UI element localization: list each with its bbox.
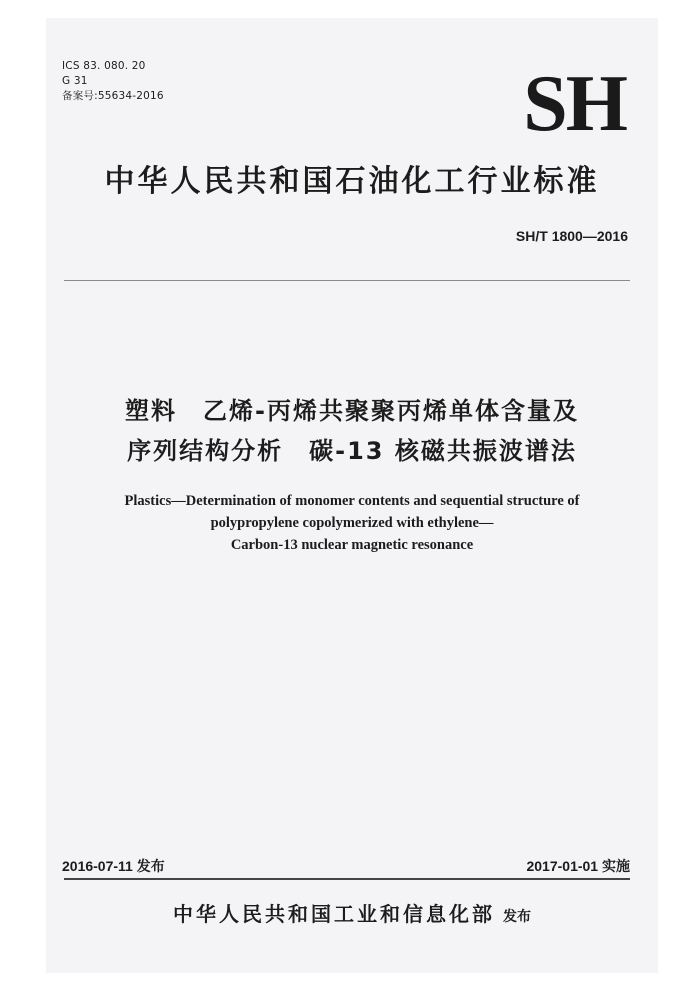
chinese-title-line-1: 塑料 乙烯-丙烯共聚聚丙烯单体含量及 — [125, 397, 579, 425]
category-code: G 31 — [62, 75, 88, 87]
header-divider — [64, 280, 630, 281]
english-title-line-2: polypropylene copolymerized with ethylene— — [210, 515, 494, 531]
standard-title: 中华人民共和国石油化工行业标准 — [104, 164, 600, 199]
issuer-name: 中华人民共和国工业和信息化部 — [173, 902, 495, 926]
issuer-action: 发布 — [503, 909, 531, 925]
english-title-line-3: Carbon-13 nuclear magnetic resonance — [230, 537, 474, 553]
english-title-line-1: Plastics—Determination of monomer contents and sequential structure of — [124, 493, 580, 509]
chinese-title-line-2: 序列结构分析 碳-13 核磁共振波谱法 — [127, 437, 577, 465]
sh-logo: SH — [523, 60, 626, 148]
document-page — [46, 18, 658, 973]
issuer — [46, 898, 658, 927]
implementation-date: 2017-01-01 实施 — [526, 858, 630, 874]
ics-code: ICS 83. 080. 20 — [62, 60, 146, 72]
issue-date: 2016-07-11 发布 — [62, 858, 165, 874]
footer-divider — [64, 878, 630, 880]
standard-number: SH/T 1800—2016 — [515, 228, 628, 244]
filing-number: 备案号:55634-2016 — [62, 90, 164, 102]
